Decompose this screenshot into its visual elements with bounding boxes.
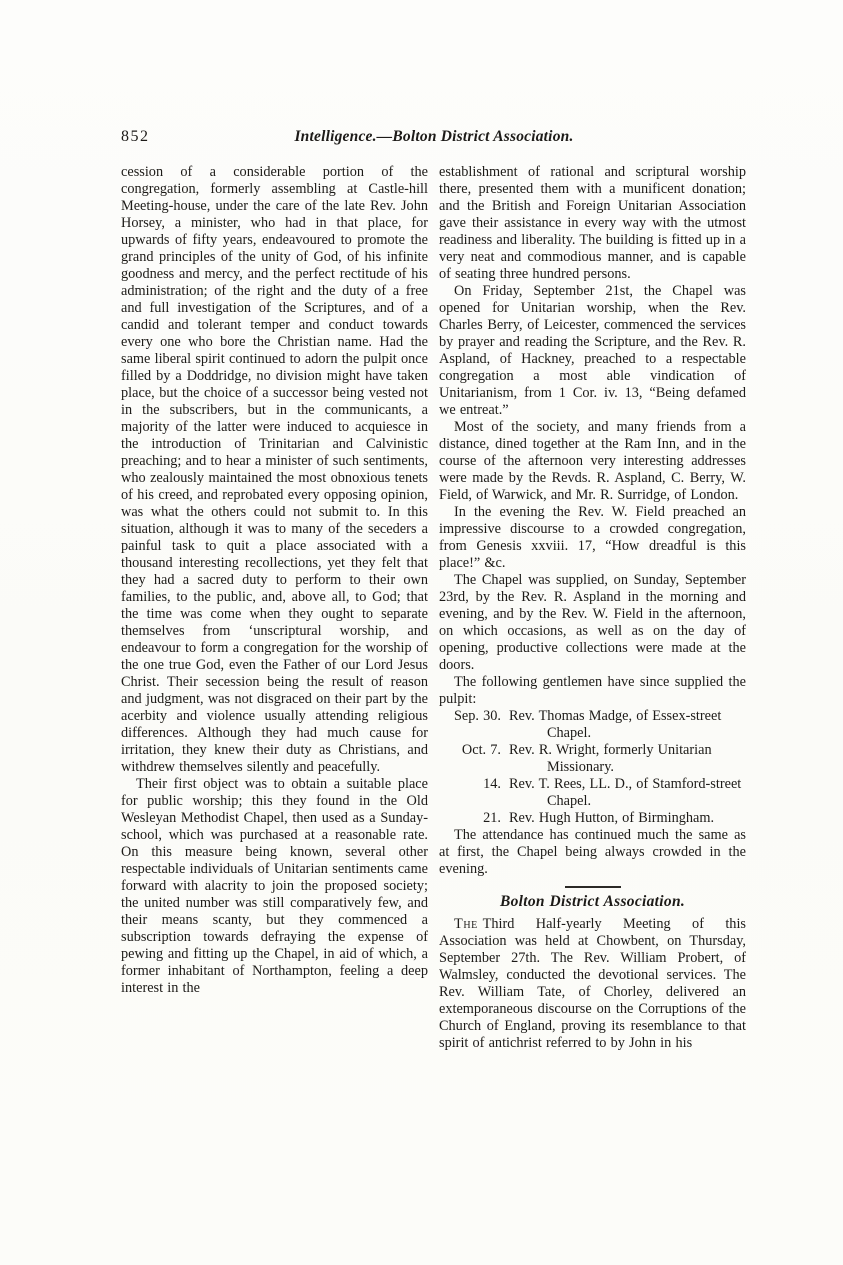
paragraph-opening-service: On Friday, September 21st, the Chapel was opened for Unitarian worship, when the Rev. Charles Berry, of Leicester, commenced the services by prayer and reading the Scripture, and the Rev. R. Aspland, of Hackney, preached to a respectable congregation a most able vindication of Unitarianism, from 1 Cor. iv. 13, “Being defamed we entreat.” [439,283,746,418]
running-head: Intelligence.—Bolton District Association. [294,128,574,145]
left-column [121,164,428,1052]
page-content [121,128,747,1052]
pulpit-supply-row [439,742,746,776]
pulpit-row-date: Sep. 30. [453,708,501,724]
pulpit-row-date: 21. [483,810,501,826]
paragraph-establishment: establishment of rational and scriptural worship there, presented them with a munificent donation; and the British and Foreign Unitarian Association gave their assistance in every way with the utmost readiness and liberality. The building is fitted up in a very neat and commodious manner, and is capable of seating three hundred persons. [439,164,746,282]
section-heading: Bolton District Association. [499,893,686,910]
paragraph-chapel-supplied: The Chapel was supplied, on Sunday, September 23rd, by the Rev. R. Aspland in the morning and evening, and by the Rev. W. Field in the afternoon, on which occasions, as well as on the day of opening, productive collections were made at the doors. [439,572,746,673]
pulpit-row-text: Rev. Hugh Hutton, of Birmingham. [509,810,715,826]
pulpit-row-date: 14. [483,776,501,792]
page-header [121,128,747,150]
paragraph-attendance: The attendance has continued much the same as at first, the Chapel being always crowded in the evening. [439,827,746,877]
pulpit-row-text: Rev. T. Rees, LL. D., of Stamford-street Chapel. [509,776,742,809]
pulpit-row-text: Rev. R. Wright, formerly Unitarian Missionary. [509,742,712,775]
paragraph-pulpit-intro: The following gentlemen have since supplied the pulpit: [439,674,746,707]
paragraph-body-text: Third Half-yearly Meeting of this Association was held at Chowbent, on Thursday, September 27th. The Rev. William Probert, of Walmsley, conducted the devotional services. The Rev. William Tate, of Chorley, delivered an extemporaneous discourse on the Corruptions of the Church of England, proving its resemblance to that spirit of antichrist referred to by John in his [439,916,746,1051]
pulpit-supply-row [439,776,746,810]
pulpit-row-text: Rev. Thomas Madge, of Essex-street Chapel. [509,708,722,741]
pulpit-supply-list [439,708,746,827]
paragraph-first-object: Their first object was to obtain a suitable place for public worship; this they found in the Old Wesleyan Methodist Chapel, then used as a Sunday-school, which was purchased at a reasonable rate. On this measure being known, several other respectable individuals of Unitarian sentiments came forward with alacrity to join the proposed society; the united number was still comparatively few, and their means scanty, but they commenced a subscription towards defraying the expense of pewing and fitting up the Chapel, in aid of which, a former inhabitant of Northampton, feeling a deep interest in the [121,776,428,996]
page-number: 852 [121,128,150,145]
pulpit-supply-row [439,810,746,827]
right-column [439,164,746,1052]
two-column-text-block [121,164,747,1052]
section-divider-rule [565,886,621,888]
paragraph-lead-word: The [454,916,478,932]
pulpit-supply-row [439,708,746,742]
paragraph-association-meeting [439,916,746,1052]
pulpit-row-date: Oct. 7. [461,742,501,758]
paragraph-secession: cession of a considerable portion of the congregation, formerly assembling at Castle-hill Meeting-house, under the care of the late Rev. John Horsey, a minister, who had in that place, for upwards of fifty years, endeavoured to promote the grand principles of the unity of God, of his infinite goodness and mercy, and the perfect rectitude of his administration; of the right and the duty of a free and full investigation of the Scriptures, and of a candid and tolerant temper and conduct towards every one who bore the Christian name. Had the same liberal spirit continued to adorn the pulpit once filled by a Doddridge, no division might have taken place, but the choice of a successor being vested not in the subscribers, but in the communicants, a majority of the latter were induced to acquiesce in the introduction of Trinitarian and Calvinistic preaching; and to hear a minister of such sentiments, who zealously maintained the most obnoxious tenets of his creed, and reprobated every opposing opinion, was what the others could not submit to. In this situation, although it was to many of the seceders a painful task to quit a place associated with a thousand interesting recollections, yet they felt that they had a sacred duty to perform to their own families, to the public, and, above all, to God; that the time was come when they ought to separate themselves from ‘unscriptural worship, and endeavour to form a congregation for the worship of the one true God, even the Father of our Lord Jesus Christ. Their secession being the result of reason and judgment, was not disgraced on their part by the acerbity and violence usually attending religious differences. Although they had much cause for irritation, they knew their duty as Christians, and withdrew themselves silently and peacefully. [121,164,428,775]
paragraph-evening-discourse: In the evening the Rev. W. Field preached an impressive discourse to a crowded congregation, from Genesis xxviii. 17, “How dreadful is this place!” &c. [439,504,746,571]
paragraph-dinner: Most of the society, and many friends from a distance, dined together at the Ram Inn, and in the course of the afternoon very interesting addresses were made by the Revds. R. Aspland, C. Berry, W. Field, of Warwick, and Mr. R. Surridge, of London. [439,419,746,503]
